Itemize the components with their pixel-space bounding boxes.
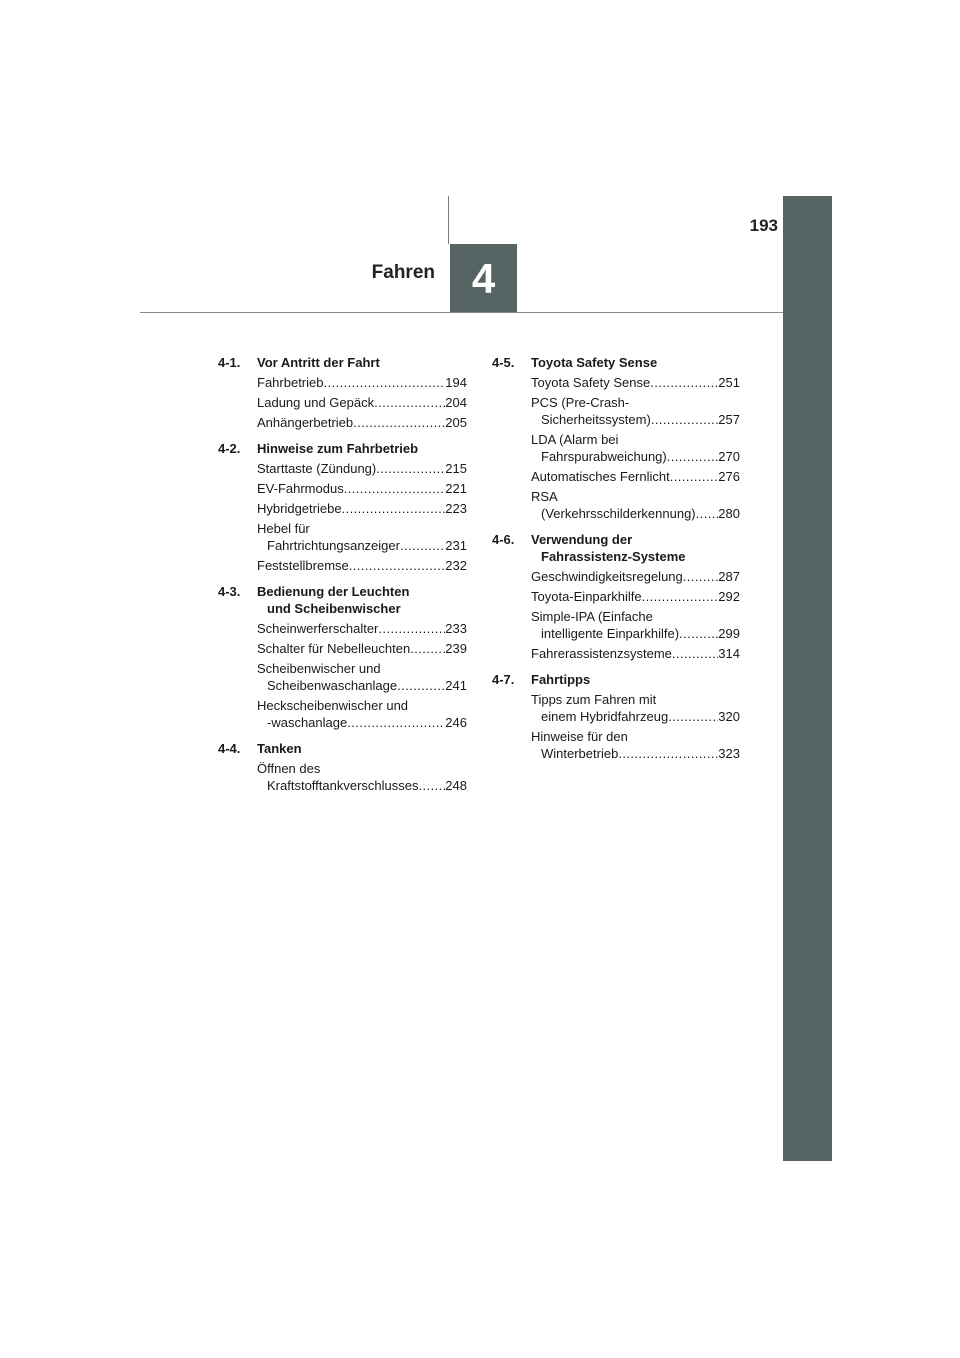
entry-page-number: 248 bbox=[445, 778, 467, 793]
entry-page-number: 299 bbox=[718, 626, 740, 641]
section-title-line: Bedienung der Leuchten bbox=[257, 584, 410, 599]
entry-page-number: 257 bbox=[718, 412, 740, 427]
toc-entry[interactable] bbox=[257, 414, 467, 431]
toc-entry[interactable] bbox=[531, 588, 740, 605]
section-heading bbox=[218, 440, 467, 457]
entry-text: Schalter für Nebelleuchten bbox=[257, 641, 411, 656]
entry-page-number: 246 bbox=[445, 715, 467, 730]
entry-text: Hinweise für den bbox=[531, 729, 628, 744]
toc-entry[interactable] bbox=[531, 728, 740, 762]
dot-leader bbox=[667, 448, 719, 465]
toc-section bbox=[492, 531, 740, 662]
entry-text: RSA bbox=[531, 489, 558, 504]
entry-text: Öffnen des bbox=[257, 761, 321, 776]
entry-page-number: 215 bbox=[445, 461, 467, 476]
toc-section bbox=[218, 583, 467, 731]
toc-entry[interactable] bbox=[257, 620, 467, 637]
header-divider bbox=[140, 312, 783, 313]
toc-section bbox=[218, 740, 467, 794]
entry-text: Sicherheitssystem) bbox=[541, 412, 651, 427]
entry-text: Automatisches Fernlicht bbox=[531, 469, 670, 484]
entry-page-number: 194 bbox=[445, 375, 467, 390]
dot-leader bbox=[342, 500, 446, 517]
dot-leader bbox=[696, 505, 719, 522]
entry-page-number: 292 bbox=[718, 589, 740, 604]
entry-row bbox=[257, 714, 467, 731]
toc-entry[interactable] bbox=[257, 394, 467, 411]
dot-leader bbox=[397, 677, 445, 694]
section-title bbox=[531, 671, 740, 688]
entry-row bbox=[531, 568, 740, 585]
chapter-side-tab bbox=[783, 196, 832, 1161]
toc-entry[interactable] bbox=[531, 568, 740, 585]
toc-entry[interactable] bbox=[257, 520, 467, 554]
entry-text: Scheinwerferschalter bbox=[257, 621, 379, 636]
dot-leader bbox=[378, 620, 445, 637]
entry-row bbox=[257, 557, 467, 574]
section-title-line: Vor Antritt der Fahrt bbox=[257, 355, 380, 370]
entry-row bbox=[257, 480, 467, 497]
section-title-line: und Scheibenwischer bbox=[267, 601, 401, 616]
toc-entry[interactable] bbox=[257, 760, 467, 794]
entry-row bbox=[531, 374, 740, 391]
entry-page-number: 204 bbox=[445, 395, 467, 410]
entry-page-number: 251 bbox=[718, 375, 740, 390]
section-title bbox=[531, 531, 740, 565]
section-heading bbox=[218, 354, 467, 371]
entry-row bbox=[531, 745, 740, 762]
entry-row bbox=[531, 448, 740, 465]
section-heading bbox=[218, 740, 467, 757]
toc-entry[interactable] bbox=[257, 500, 467, 517]
entry-page-number: 276 bbox=[718, 469, 740, 484]
section-number: 4-3. bbox=[218, 584, 241, 599]
entry-text: (Verkehrsschilderkennung) bbox=[541, 506, 696, 521]
dot-leader bbox=[642, 588, 719, 605]
toc-section bbox=[218, 440, 467, 574]
dot-leader bbox=[349, 557, 446, 574]
entry-row bbox=[257, 414, 467, 431]
chapter-number-box bbox=[450, 244, 517, 313]
entry-text: Simple-IPA (Einfache bbox=[531, 609, 653, 624]
dot-leader bbox=[419, 777, 446, 794]
dot-leader bbox=[344, 480, 446, 497]
entry-text: Fahrtrichtungsanzeiger bbox=[267, 538, 400, 553]
entry-page-number: 323 bbox=[718, 746, 740, 761]
page-number: 193 bbox=[749, 216, 778, 235]
toc-entry[interactable] bbox=[531, 691, 740, 725]
entry-row bbox=[257, 640, 467, 657]
entry-text: EV-Fahrmodus bbox=[257, 481, 344, 496]
entry-text: Toyota-Einparkhilfe bbox=[531, 589, 642, 604]
section-heading bbox=[492, 531, 740, 565]
entry-text: PCS (Pre-Crash- bbox=[531, 395, 630, 410]
entry-row bbox=[257, 374, 467, 391]
entry-row bbox=[531, 645, 740, 662]
entry-page-number: 221 bbox=[445, 481, 467, 496]
toc-column-left bbox=[218, 354, 467, 803]
entry-text: Hebel für bbox=[257, 521, 310, 536]
entry-row bbox=[531, 588, 740, 605]
entry-text: Ladung und Gepäck bbox=[257, 395, 375, 410]
toc-entry[interactable] bbox=[531, 645, 740, 662]
section-number: 4-5. bbox=[492, 355, 515, 370]
toc-entry[interactable] bbox=[257, 480, 467, 497]
dot-leader bbox=[374, 394, 445, 411]
entry-page-number: 314 bbox=[718, 646, 740, 661]
dot-leader bbox=[347, 714, 445, 731]
entry-row bbox=[257, 394, 467, 411]
toc-entry[interactable] bbox=[531, 468, 740, 485]
dot-leader bbox=[668, 708, 718, 725]
section-title-line: Verwendung der bbox=[531, 532, 633, 547]
entry-page-number: 239 bbox=[445, 641, 467, 656]
entry-row bbox=[257, 677, 467, 694]
entry-page-number: 270 bbox=[718, 449, 740, 464]
entry-text: Heckscheibenwischer und bbox=[257, 698, 409, 713]
dot-leader bbox=[618, 745, 718, 762]
chapter-title: Fahren bbox=[371, 262, 435, 283]
entry-page-number: 241 bbox=[445, 678, 467, 693]
entry-text: Tipps zum Fahren mit bbox=[531, 692, 657, 707]
entry-page-number: 280 bbox=[718, 506, 740, 521]
section-title bbox=[257, 740, 467, 757]
entry-text: Fahrspurabweichung) bbox=[541, 449, 667, 464]
section-title-line: Fahrassistenz-Systeme bbox=[541, 549, 686, 564]
dot-leader bbox=[672, 645, 718, 662]
toc-entry[interactable] bbox=[257, 374, 467, 391]
toc-entry[interactable] bbox=[257, 460, 467, 477]
section-heading bbox=[492, 354, 740, 371]
dot-leader bbox=[679, 625, 718, 642]
section-heading bbox=[492, 671, 740, 688]
section-number: 4-2. bbox=[218, 441, 241, 456]
dot-leader bbox=[683, 568, 719, 585]
entry-text: Hybridgetriebe bbox=[257, 501, 342, 516]
dot-leader bbox=[353, 414, 445, 431]
dot-leader bbox=[410, 640, 445, 657]
entry-row bbox=[531, 625, 740, 642]
entry-text: Starttaste (Zündung) bbox=[257, 461, 377, 476]
chapter-number: 4 bbox=[471, 254, 496, 302]
toc-column-right bbox=[492, 354, 740, 771]
section-title bbox=[257, 440, 467, 457]
entry-text: Winterbetrieb bbox=[541, 746, 619, 761]
section-title bbox=[531, 354, 740, 371]
section-title bbox=[257, 354, 467, 371]
toc-entry[interactable] bbox=[531, 488, 740, 522]
dot-leader bbox=[670, 468, 719, 485]
entry-text: Anhängerbetrieb bbox=[257, 415, 354, 430]
entry-page-number: 223 bbox=[445, 501, 467, 516]
section-title-line: Toyota Safety Sense bbox=[531, 355, 658, 370]
toc-entry[interactable] bbox=[257, 557, 467, 574]
entry-text: intelligente Einparkhilfe) bbox=[541, 626, 680, 641]
entry-page-number: 232 bbox=[445, 558, 467, 573]
entry-row bbox=[257, 537, 467, 554]
entry-text: Scheibenwischer und bbox=[257, 661, 381, 676]
dot-leader bbox=[650, 374, 718, 391]
entry-text: Fahrbetrieb bbox=[257, 375, 324, 390]
section-title-line: Tanken bbox=[257, 741, 302, 756]
entry-page-number: 233 bbox=[445, 621, 467, 636]
dot-leader bbox=[651, 411, 718, 428]
section-number: 4-6. bbox=[492, 532, 515, 547]
entry-text: LDA (Alarm bei bbox=[531, 432, 619, 447]
toc-section bbox=[492, 354, 740, 522]
toc-entry[interactable] bbox=[531, 394, 740, 428]
entry-text: Kraftstofftankverschlusses bbox=[267, 778, 419, 793]
toc-entry[interactable] bbox=[531, 608, 740, 642]
header-vertical-rule bbox=[448, 196, 449, 244]
entry-row bbox=[257, 777, 467, 794]
entry-row bbox=[257, 460, 467, 477]
toc-section bbox=[218, 354, 467, 431]
dot-leader bbox=[400, 537, 445, 554]
entry-page-number: 205 bbox=[445, 415, 467, 430]
dot-leader bbox=[376, 460, 445, 477]
entry-page-number: 231 bbox=[445, 538, 467, 553]
entry-text: einem Hybridfahrzeug bbox=[541, 709, 669, 724]
entry-page-number: 287 bbox=[718, 569, 740, 584]
toc-entry[interactable] bbox=[257, 640, 467, 657]
entry-row bbox=[531, 468, 740, 485]
entry-row bbox=[531, 505, 740, 522]
entry-page-number: 320 bbox=[718, 709, 740, 724]
toc-entry[interactable] bbox=[257, 697, 467, 731]
entry-text: Feststellbremse bbox=[257, 558, 349, 573]
section-number: 4-4. bbox=[218, 741, 241, 756]
entry-text: -waschanlage bbox=[267, 715, 348, 730]
entry-row bbox=[257, 620, 467, 637]
section-number: 4-7. bbox=[492, 672, 515, 687]
section-number: 4-1. bbox=[218, 355, 241, 370]
toc-section bbox=[492, 671, 740, 762]
entry-text: Geschwindigkeitsregelung bbox=[531, 569, 683, 584]
toc-entry[interactable] bbox=[531, 431, 740, 465]
entry-text: Scheibenwaschanlage bbox=[267, 678, 398, 693]
entry-row bbox=[531, 708, 740, 725]
toc-entry[interactable] bbox=[257, 660, 467, 694]
entry-text: Toyota Safety Sense bbox=[531, 375, 651, 390]
toc-entry[interactable] bbox=[531, 374, 740, 391]
dot-leader bbox=[323, 374, 445, 391]
entry-row bbox=[257, 500, 467, 517]
section-heading bbox=[218, 583, 467, 617]
section-title-line: Fahrtipps bbox=[531, 672, 591, 687]
section-title-line: Hinweise zum Fahrbetrieb bbox=[257, 441, 419, 456]
section-title bbox=[257, 583, 467, 617]
entry-row bbox=[531, 411, 740, 428]
entry-text: Fahrerassistenzsysteme bbox=[531, 646, 672, 661]
